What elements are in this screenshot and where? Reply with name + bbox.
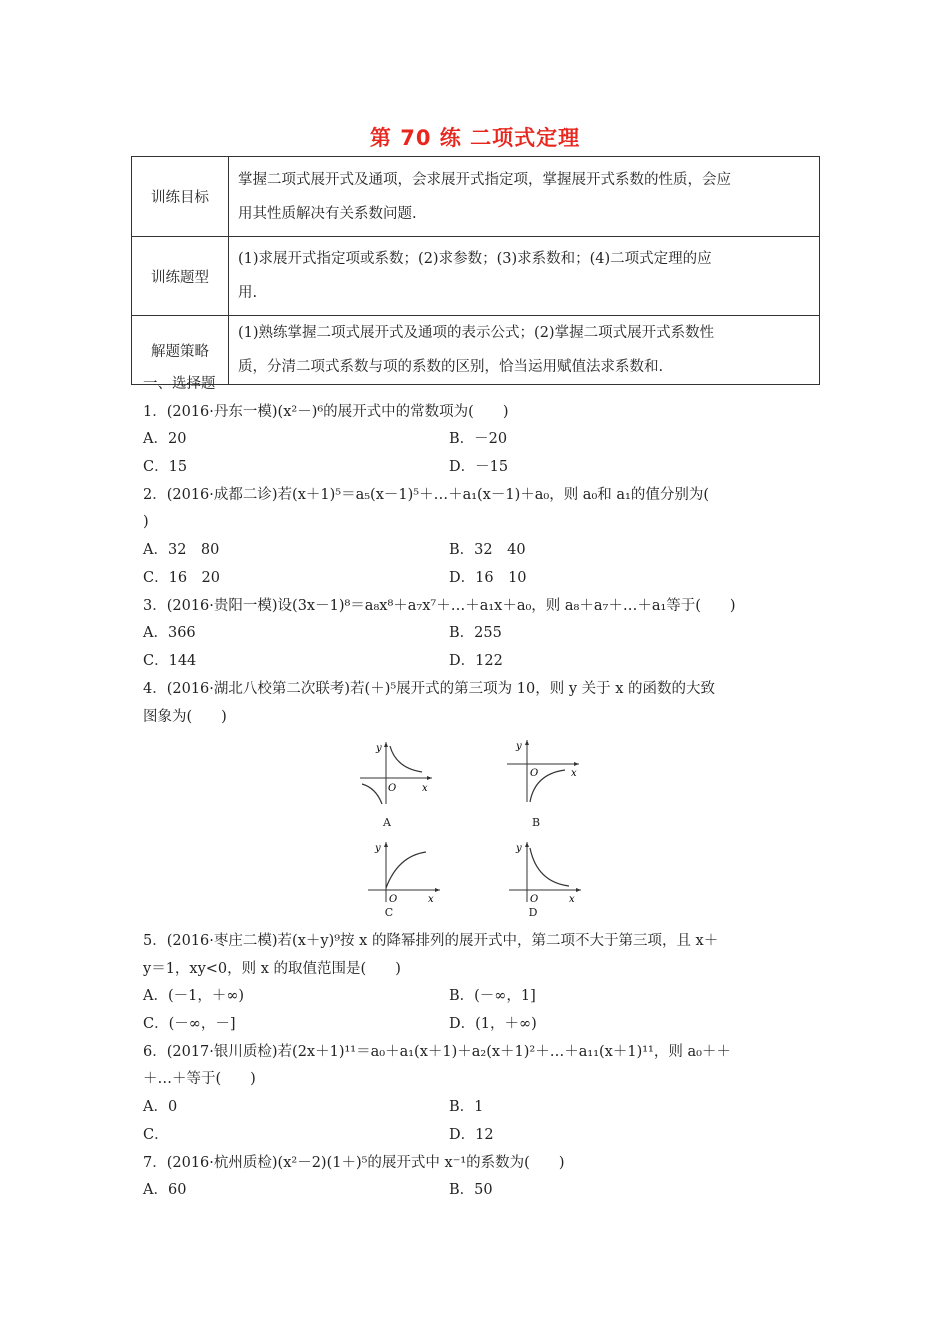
question-7-option-a: A．60: [143, 1182, 187, 1198]
graph-b-svg: [503, 736, 583, 806]
row-content: [229, 237, 820, 316]
question-6-option-c: C．: [143, 1127, 169, 1143]
question-4-stem-cont: 图象为( ): [143, 709, 227, 725]
page-title: 第 70 练 二项式定理: [369, 126, 581, 150]
question-1-option-d: D．－15: [449, 459, 509, 475]
question-5-stem-cont: y＝1，xy<0，则 x 的取值范围是( ): [143, 961, 401, 977]
row-label: 解题策略: [132, 316, 229, 385]
row-text-line: (1)求展开式指定项或系数；(2)求参数；(3)求系数和；(4)二项式定理的应: [238, 251, 712, 267]
question-5-option-d: D．(1，＋∞): [449, 1016, 537, 1032]
row-text-line: 用其性质解决有关系数问题.: [238, 205, 417, 222]
question-1-option-a: A．20: [143, 431, 187, 447]
section-heading: 一、选择题: [143, 376, 216, 392]
y-axis-arrow: [525, 740, 529, 745]
graph-a-svg: [356, 738, 436, 808]
origin-label: O: [530, 894, 539, 905]
table-row: [132, 237, 820, 316]
graph-d-svg: [505, 838, 585, 906]
graph-label-b: B: [531, 816, 541, 829]
origin-label: O: [389, 894, 398, 905]
graph-option-c: [364, 838, 444, 906]
question-1-option-c: C．15: [143, 459, 188, 475]
graph-label-a: A: [383, 816, 391, 829]
y-axis-label: y: [516, 843, 522, 854]
origin-label: O: [388, 783, 397, 794]
graph-c-svg: [364, 838, 444, 906]
x-axis-arrow: [427, 776, 432, 780]
graph-label-c: C: [384, 906, 394, 919]
curve: [386, 852, 426, 888]
question-3-option-c: C．144: [143, 653, 197, 669]
table-row: [132, 316, 820, 385]
graph-option-b: [503, 736, 583, 806]
curve-branch-right: [390, 746, 422, 772]
x-axis-arrow: [574, 762, 579, 766]
x-axis-arrow: [576, 888, 581, 892]
curve: [530, 848, 569, 886]
question-7-stem: 7．(2016·杭州质检)(x²－2)(1＋)⁵的展开式中 x⁻¹的系数为( ): [143, 1155, 565, 1171]
question-1-option-b: B．－20: [449, 431, 508, 447]
x-axis-label: x: [571, 768, 577, 779]
row-text-line: 质，分清二项式系数与项的系数的区别，恰当运用赋值法求系数和.: [238, 359, 664, 375]
table-row: [132, 157, 820, 237]
row-label: 训练目标: [132, 157, 229, 237]
training-info-table: [131, 156, 820, 385]
question-5-option-a: A．(－1，＋∞): [143, 988, 245, 1004]
y-axis-arrow: [525, 842, 529, 847]
question-5-option-c: C．(－∞，－]: [143, 1016, 236, 1032]
y-axis-label: y: [375, 843, 381, 854]
question-2-option-a: A．32 80: [143, 542, 220, 558]
question-5-option-b: B．(－∞，1]: [449, 988, 536, 1004]
question-2-stem-cont: ): [143, 514, 149, 530]
y-axis-arrow: [384, 742, 388, 747]
question-7-option-b: B．50: [449, 1182, 493, 1198]
question-2-option-d: D．16 10: [449, 570, 527, 586]
x-axis-label: x: [569, 894, 575, 905]
row-text-line: 用.: [238, 285, 258, 301]
graph-label-d: D: [528, 906, 538, 919]
x-axis-arrow: [435, 888, 440, 892]
y-axis-arrow: [384, 842, 388, 847]
question-2-option-b: B．32 40: [449, 542, 526, 558]
row-text-line: 掌握二项式展开式及通项，会求展开式指定项，掌握展开式系数的性质，会应: [238, 171, 731, 188]
question-6-option-b: B．1: [449, 1099, 484, 1115]
row-text-line: (1)熟练掌握二项式展开式及通项的表示公式；(2)掌握二项式展开式系数性: [238, 325, 715, 341]
question-6-stem-cont: ＋…＋等于( ): [143, 1071, 256, 1087]
row-content: [229, 157, 820, 237]
question-4-stem: 4．(2016·湖北八校第二次联考)若(＋)⁵展开式的第三项为 10，则 y 关于 x 的函数的大致: [143, 681, 716, 697]
question-2-stem: 2．(2016·成都二诊)若(x＋1)⁵＝a₅(x－1)⁵＋…＋a₁(x－1)＋a₀，则 a₀和 a₁的值分别为(: [143, 487, 709, 503]
question-3-stem: 3．(2016·贵阳一模)设(3x－1)⁸＝a₈x⁸＋a₇x⁷＋…＋a₁x＋a₀，则 a₈＋a₇＋…＋a₁等于( ): [143, 598, 736, 614]
row-content: [229, 316, 820, 385]
graph-option-d: [505, 838, 585, 906]
x-axis-label: x: [428, 894, 434, 905]
y-axis-label: y: [376, 743, 382, 754]
question-6-option-d: D．12: [449, 1127, 494, 1143]
question-3-option-a: A．366: [143, 625, 196, 641]
question-1-stem: 1．(2016·丹东一模)(x²－)⁶的展开式中的常数项为( ): [143, 404, 509, 420]
curve-branch-left: [362, 784, 382, 804]
graph-option-a: [356, 738, 436, 808]
origin-label: O: [530, 768, 539, 779]
y-axis-label: y: [516, 741, 522, 752]
question-5-stem: 5．(2016·枣庄二模)若(x＋y)⁹按 x 的降幂排列的展开式中，第二项不大于第三项，且 x＋: [143, 933, 719, 949]
question-3-option-d: D．122: [449, 653, 503, 669]
question-3-option-b: B．255: [449, 625, 502, 641]
question-2-option-c: C．16 20: [143, 570, 220, 586]
x-axis-label: x: [422, 783, 428, 794]
question-6-stem: 6．(2017·银川质检)若(2x＋1)¹¹＝a₀＋a₁(x＋1)＋a₂(x＋1)²＋…＋a₁₁(x＋1)¹¹，则 a₀＋＋: [143, 1044, 731, 1060]
row-label: 训练题型: [132, 237, 229, 316]
question-6-option-a: A．0: [143, 1099, 178, 1115]
